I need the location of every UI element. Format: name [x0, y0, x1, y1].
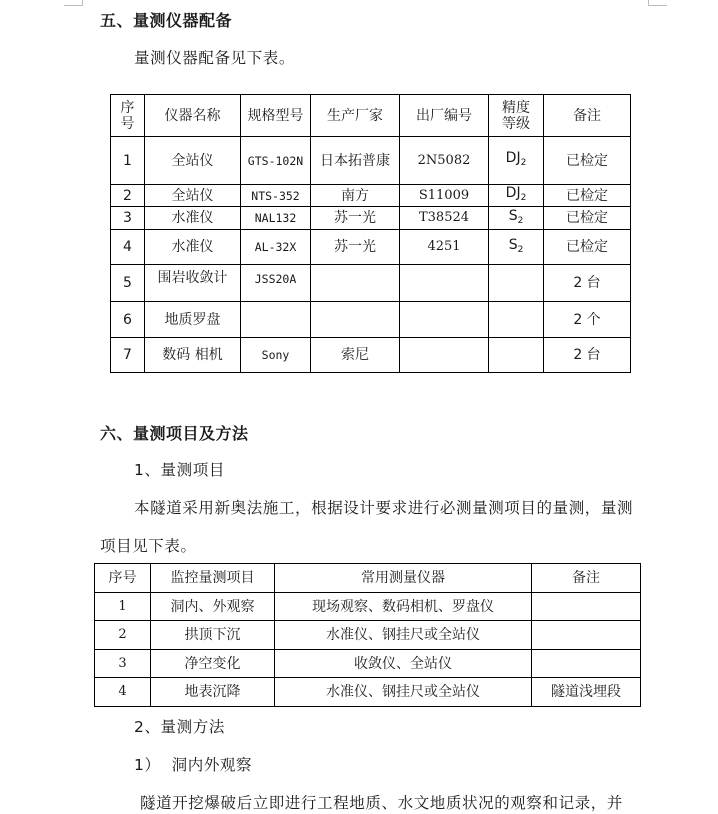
cell-no: 5 — [111, 265, 145, 302]
cell-name: 水准仪 — [145, 207, 241, 230]
cell-model: NAL132 — [241, 207, 311, 230]
grade-main: DJ — [505, 185, 521, 201]
cell-serial — [400, 338, 489, 373]
page-corner-mark-right — [648, 0, 667, 6]
cell-serial: T38524 — [400, 207, 489, 230]
cell-no: 4 — [111, 230, 145, 265]
cell-remark: 2 台 — [544, 265, 631, 302]
grade-sub: 2 — [517, 244, 524, 255]
instrument-table-header — [111, 95, 631, 137]
cell-remark: 已检定 — [544, 185, 631, 207]
cell-instrument: 收敛仪、全站仪 — [275, 650, 532, 678]
cell-no: 2 — [111, 185, 145, 207]
cell-model: Sony — [241, 338, 311, 373]
page-corner-mark-left — [64, 0, 83, 6]
cell-name: 数码 相机 — [145, 338, 241, 373]
table-row — [111, 207, 631, 230]
items-table-header — [95, 564, 641, 593]
cell-remark: 隧道浅埋段 — [532, 678, 641, 707]
section6-subheading-1: 1、量测项目 — [134, 461, 225, 479]
header-remark: 备注 — [544, 95, 631, 137]
cell-serial: 2N5082 — [400, 137, 489, 185]
cell-item: 净空变化 — [151, 650, 275, 678]
table-row — [95, 621, 641, 650]
cell-no: 3 — [95, 650, 151, 678]
cell-model: NTS-352 — [241, 185, 311, 207]
cell-remark — [532, 621, 641, 650]
cell-no: 2 — [95, 621, 151, 650]
cell-instrument: 水准仪、钢挂尺或全站仪 — [275, 678, 532, 707]
section6-paragraph-2-line-1: 隧道开挖爆破后立即进行工程地质、水文地质状况的观察和记录，并 — [140, 794, 624, 812]
cell-maker — [311, 302, 400, 338]
grade-sub: 2 — [517, 215, 524, 226]
section6-paragraph-1-line-2: 项目见下表。 — [100, 537, 197, 555]
cell-item: 拱顶下沉 — [151, 621, 275, 650]
cell-remark: 已检定 — [544, 207, 631, 230]
table-row — [95, 593, 641, 621]
cell-model: JSS20A — [241, 265, 311, 302]
cell-serial: S11009 — [400, 185, 489, 207]
header-instrument: 常用测量仪器 — [275, 564, 532, 593]
table-row — [111, 265, 631, 302]
table-row — [111, 185, 631, 207]
cell-grade — [489, 338, 544, 373]
section6-subheading-2: 2、量测方法 — [134, 718, 225, 736]
cell-name: 围岩收敛计 — [145, 265, 241, 302]
cell-no: 3 — [111, 207, 145, 230]
cell-remark — [532, 593, 641, 621]
table-row — [111, 137, 631, 185]
cell-name: 地质罗盘 — [145, 302, 241, 338]
cell-remark: 已检定 — [544, 230, 631, 265]
table-row — [95, 650, 641, 678]
cell-instrument: 水准仪、钢挂尺或全站仪 — [275, 621, 532, 650]
header-serial: 出厂编号 — [400, 95, 489, 137]
header-model: 规格型号 — [241, 95, 311, 137]
grade-sub: 2 — [520, 193, 527, 203]
header-item: 监控量测项目 — [151, 564, 275, 593]
table-row — [95, 678, 641, 707]
section5-heading: 五、量测仪器配备 — [100, 11, 233, 30]
cell-serial: 4251 — [400, 230, 489, 265]
cell-grade — [489, 302, 544, 338]
cell-no: 6 — [111, 302, 145, 338]
grade-main: S — [508, 236, 518, 253]
cell-maker: 苏一光 — [311, 230, 400, 265]
section5-intro: 量测仪器配备见下表。 — [134, 49, 296, 67]
instrument-table — [110, 94, 631, 373]
header-grade: 精度 等级 — [489, 95, 544, 137]
cell-name: 全站仪 — [145, 137, 241, 185]
cell-grade — [489, 207, 544, 230]
grade-sub: 2 — [520, 158, 527, 168]
cell-grade — [489, 185, 544, 207]
cell-no: 4 — [95, 678, 151, 707]
cell-remark: 已检定 — [544, 137, 631, 185]
cell-model: GTS-102N — [241, 137, 311, 185]
table-row — [111, 338, 631, 373]
cell-serial — [400, 265, 489, 302]
cell-grade — [489, 265, 544, 302]
cell-item: 地表沉降 — [151, 678, 275, 707]
cell-maker: 苏一光 — [311, 207, 400, 230]
monitoring-items-table — [94, 563, 641, 707]
cell-no: 7 — [111, 338, 145, 373]
section6-paragraph-1-line-1: 本隧道采用新奥法施工，根据设计要求进行必测量测项目的量测，量测 — [134, 499, 634, 517]
header-no: 序号 — [95, 564, 151, 593]
cell-maker: 南方 — [311, 185, 400, 207]
section6-item-1: 1） 洞内外观察 — [134, 756, 253, 774]
header-name: 仪器名称 — [145, 95, 241, 137]
header-remark: 备注 — [532, 564, 641, 593]
header-no: 序 号 — [111, 95, 145, 137]
cell-instrument: 现场观察、数码相机、罗盘仪 — [275, 593, 532, 621]
cell-no: 1 — [111, 137, 145, 185]
table-row — [111, 230, 631, 265]
table-row — [111, 302, 631, 338]
cell-remark — [532, 650, 641, 678]
cell-maker — [311, 265, 400, 302]
header-maker: 生产厂家 — [311, 95, 400, 137]
cell-remark: 2 台 — [544, 338, 631, 373]
cell-model: AL-32X — [241, 230, 311, 265]
grade-main: S — [508, 207, 518, 224]
cell-serial — [400, 302, 489, 338]
cell-grade — [489, 230, 544, 265]
cell-model — [241, 302, 311, 338]
cell-grade — [489, 137, 544, 185]
cell-name: 全站仪 — [145, 185, 241, 207]
cell-no: 1 — [95, 593, 151, 621]
cell-item: 洞内、外观察 — [151, 593, 275, 621]
grade-main: DJ — [505, 150, 521, 166]
cell-name: 水准仪 — [145, 230, 241, 265]
cell-remark: 2 个 — [544, 302, 631, 338]
cell-maker: 索尼 — [311, 338, 400, 373]
section6-heading: 六、量测项目及方法 — [100, 424, 249, 443]
cell-maker: 日本拓普康 — [311, 137, 400, 185]
